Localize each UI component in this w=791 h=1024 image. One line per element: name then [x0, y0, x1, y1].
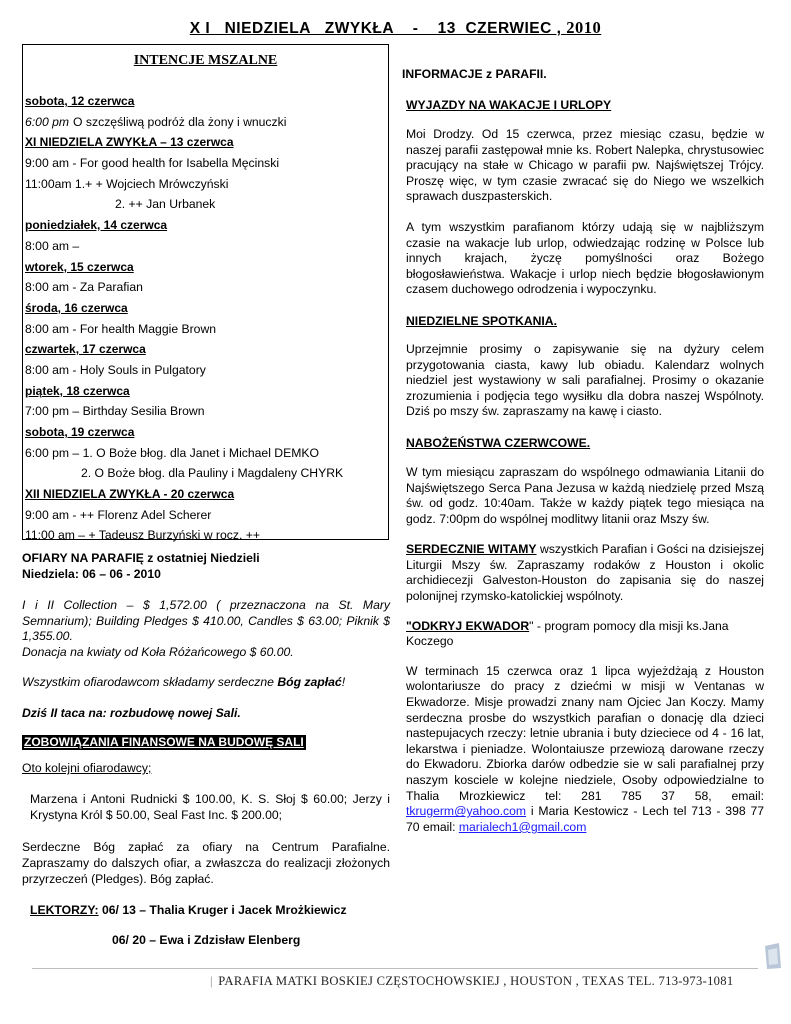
ofiary-donacja: Donacja na kwiaty od Koła Różańcowego $ 60.00.	[22, 644, 294, 659]
intencje-day-heading: środa, 16 czerwca	[25, 300, 128, 315]
lektorzy-line2: 06/ 20 – Ewa i Zdzisław Elenberg	[112, 933, 301, 947]
ekwador-heading: "ODKRYJ EKWADOR	[406, 618, 530, 633]
page-corner-icon	[762, 942, 784, 970]
lektorzy-label: LEKTORZY:	[30, 903, 99, 917]
intencje-time: 6:00 pm	[25, 114, 70, 129]
lektorzy-1: 06/ 13 – Thalia Kruger i Jacek Mrożkiewicz	[98, 903, 347, 917]
ofiary-section	[22, 550, 390, 948]
zobowiazania-intro: Oto kolejni ofiarodawcy;	[22, 761, 152, 775]
witamy-heading: SERDECZNIE WITAMY	[406, 542, 537, 557]
spotkania-heading: NIEDZIELNE SPOTKANIA.	[406, 313, 557, 328]
footer	[210, 974, 733, 989]
zobowiazania-donors: Marzena i Antoni Rudnicki $ 100.00, K. S. Słoj $ 60.00; Jerzy i Krystyna Król $ 50.00, Seal Fast Inc. $ 200.00;	[30, 792, 390, 822]
email-link-maria[interactable]: marialech1@gmail.com	[458, 819, 587, 834]
thanks-end: !	[341, 675, 346, 689]
nabozenstwa-text: W tym miesiącu zapraszam do wspólnego odmawiania Litanii do Najświętszego Serca Pana Jezusa w każdą niedzielę przed Mszą św. od godz. 10:40am. Także w każdy piątek tego miesiąca na godz. 7:00pm do wspólnej modlitwy litanii oraz Mszy św.	[406, 464, 764, 526]
ofiary-heading: OFIARY NA PARAFIĘ z ostatniej Niedzieli	[22, 551, 260, 565]
ofiary-taca: Dziś II taca na: rozbudowę nowej Sali.	[22, 705, 241, 720]
intencje-entry: 6:00 pm – 1. O Boże błog. dla Janet i Michael DEMKO	[25, 445, 319, 460]
footer-text: PARAFIA MATKI BOSKIEJ CZĘSTOCHOWSKIEJ , HOUSTON , TEXAS TEL. 713-973-1081	[218, 974, 734, 988]
informacje-column	[406, 97, 764, 835]
wyjazdy-heading: WYJAZDY NA WAKACJE I URLOPY	[406, 98, 612, 112]
intencje-entry: 2. ++ Jan Urbanek	[115, 197, 216, 212]
intencje-text: O szczęśliwą podróż dla żony i wnuczki	[73, 114, 287, 129]
intencje-day-heading: wtorek, 15 czerwca	[25, 259, 134, 274]
intencje-entry: 8:00 am –	[25, 238, 80, 253]
ofiary-date: Niedziela: 06 – 06 - 2010	[22, 567, 161, 581]
ofiary-thanks	[22, 675, 390, 691]
email-link-thalia[interactable]: tkrugerm@yahoo.com	[406, 804, 527, 819]
intencje-entry: 9:00 am - ++ Florenz Adel Scherer	[25, 507, 212, 522]
ekwador-subtitle: " - program pomocy dla misji ks.Jana Koczego	[406, 618, 729, 649]
intencje-entry: 9:00 am - For good health for Isabella Męcinski	[25, 156, 280, 171]
witamy-paragraph	[406, 541, 764, 604]
zobowiazania-heading-wrap	[22, 735, 390, 750]
ekwador-paragraph	[406, 619, 764, 650]
intencje-entry: 8:00 am - Holy Souls in Pulgatory	[25, 362, 206, 377]
ekwador-body-2: i Maria Kestowicz - Lech tel 713 - 398 77 70 email:	[406, 804, 764, 834]
thanks-bold: Bóg zapłać	[277, 675, 342, 689]
intencje-day-heading: XII NIEDZIELA ZWYKŁA - 20 czerwca	[25, 487, 235, 502]
intencje-entry	[25, 112, 387, 133]
spotkania-text: Uprzejmnie prosimy o zapisywanie się na dyżury celem przygotowania ciasta, kawy lub obiadu. Kalendarz wolnych niedziel jest wystawiony w sali parafialnej. Prosimy o okazanie zrozumienia i podjęcia tego wysiłku dla dobra naszej Wspólnoty. Dziś po mszy św. zapraszamy na kawę i ciasto.	[406, 341, 764, 419]
intencje-day-heading: poniedziałek, 14 czerwca	[25, 218, 168, 233]
page-title	[0, 18, 791, 38]
intencje-day-heading: sobota, 19 czerwca	[25, 425, 135, 439]
wyjazdy-text-2: A tym wszystkim parafianom którzy udają się w najbliższym czasie na wakacje lub urlop, odwiedzając rodzinę w Polsce lub innych krajach, życzę pomyślności oraz Bożego błogosławieństwa. Wakacje i urlop niech będzie błogosławionym czasem duchowego odrodzenia i wypoczynku.	[406, 219, 764, 297]
zobowiazania-thanks: Serdeczne Bóg zapłać za ofiary na Centrum Parafialne. Zapraszamy do dalszych ofiar, a zwłaszcza do realizacji złożonych przyrzeczeń (Pledges). Bóg zapłać.	[22, 840, 390, 886]
footer-bar: |	[210, 974, 213, 988]
intencje-entry: 11:00 am – + Tadeusz Burzyński w rocz. ++	[25, 528, 260, 543]
title-year: 2010	[566, 18, 602, 37]
witamy-text: wszystkich Parafian i Gości na dzisiejszej Liturgii Mszy św. Zapraszamy rodaków z Houston i okolic archidiecezji Galveston-Houston do zapisania się do naszej polonijnej rzymsko-katolickiej wspólnoty.	[406, 542, 764, 604]
intencje-entry: 8:00 am - For health Maggie Brown	[25, 321, 217, 336]
intencje-entry: 7:00 pm – Birthday Sesilia Brown	[25, 404, 205, 419]
zobowiazania-heading: ZOBOWIĄZANIA FINANSOWE NA BUDOWĘ SALI	[24, 735, 304, 749]
ekwador-text	[406, 664, 764, 836]
intencje-day-heading: czwartek, 17 czerwca	[25, 342, 146, 357]
intencje-entry: 11:00am 1.+ + Wojciech Mrówczyński	[25, 176, 229, 191]
intencje-day-heading: XI NIEDZIELA ZWYKŁA – 13 czerwca	[25, 135, 234, 150]
intencje-entry: 2. O Boże błog. dla Pauliny i Magdaleny CHYRK	[81, 466, 344, 481]
title-text: X I NIEDZIELA ZWYKŁA - 13 CZERWIEC ,	[189, 20, 562, 37]
intencje-day-heading: sobota, 12 czerwca	[25, 94, 135, 108]
ekwador-body: W terminach 15 czerwca oraz 1 lipca wyjeżdżają z Houston wolontariusze do pracy z dziećmi w misji w Ventanas w Ekwadorze. Misje prowadzi znany nam Ojciec Jan Koczy. Mamy serdeczna prosbe do wszystkich parafian o donację dla dzieci nastepujacych rzeczy: letnie ubrania i buty dzieciece od 4 - 16 lat, lekarstwa i pieniadze. Wolontaiusze przewiozą darowane rzeczy do Ekwadoru. Zbiorka darów odbedzie sie w sali parafialnej przy naszym kosciele w kolejne niedziele, Osoby odpowiedzialne to Thalia Mrozkiewicz tel: 281 785 37 58, email:	[406, 663, 764, 803]
informacje-heading: INFORMACJE z PARAFII.	[402, 67, 547, 81]
wyjazdy-text-1: Moi Drodzy. Od 15 czerwca, przez miesiąc czasu, będzie w naszej parafii zastępował mnie ks. Robert Nalepka, chrystusowiec pracujący na stałe w Chicago w parafii pw. Najświętszej Trójcy. Proszę więc, w tym czasie zwracać się do Niego we wszelkich sprawach duszpasterskich.	[406, 127, 764, 204]
nabozenstwa-heading: NABOŻEŃSTWA CZERWCOWE.	[406, 435, 591, 450]
intencje-title: INTENCJE MSZALNE	[133, 53, 278, 68]
ofiary-collection: I i II Collection – $ 1,572.00 ( przeznaczona na St. Mary Semnarium); Building Pledges $ 410.00, Candles $ 63.00; Piknik $ 1,355.00.	[22, 598, 390, 643]
footer-divider	[32, 968, 758, 969]
intencje-list	[25, 91, 387, 546]
thanks-text: Wszystkim ofiarodawcom składamy serdeczne	[22, 675, 278, 689]
intencje-entry: 8:00 am - Za Parafian	[25, 280, 143, 295]
intencje-day-heading: piątek, 18 czerwca	[25, 383, 130, 398]
intencje-box	[22, 44, 389, 543]
lektorzy-line1	[22, 902, 390, 918]
